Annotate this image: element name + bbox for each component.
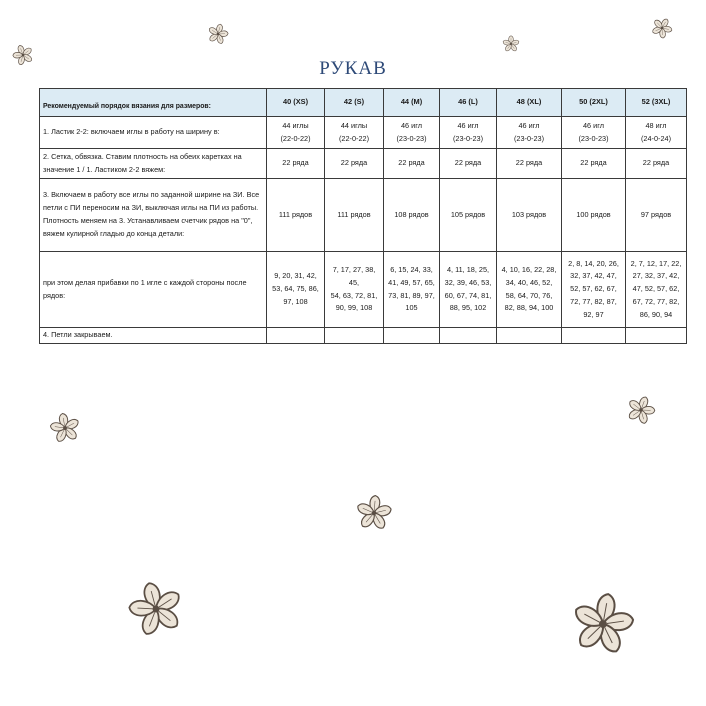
table-row (40, 252, 687, 328)
value-line: 111 рядов (337, 209, 371, 219)
value-line: (22-0-22) (280, 133, 311, 143)
value-line: 105 рядов (450, 209, 486, 219)
value-line: 22 ряда (398, 158, 425, 168)
size-value-cell (626, 117, 687, 149)
value-line: 46 игл (583, 120, 604, 130)
flower-icon (651, 17, 673, 39)
size-value-cell (440, 149, 497, 179)
value-line: 90, 99, 108 (335, 303, 373, 313)
page-title: РУКАВ (319, 58, 387, 79)
value-line: 47, 52, 57, 62, (632, 284, 680, 294)
value-line: 2, 7, 12, 17, 22, (630, 258, 682, 268)
size-value-cell (626, 252, 687, 328)
value-line: 44 иглы (340, 120, 368, 130)
value-line: 9, 20, 31, 42, (274, 271, 317, 281)
value-line: 60, 67, 74, 81, (444, 290, 492, 300)
value-line: (22-0-22) (338, 133, 369, 143)
size-value-cell (626, 328, 687, 344)
size-header: 50 (2XL) (562, 89, 626, 117)
size-value-cell (497, 252, 562, 328)
size-value-cell (267, 252, 325, 328)
value-line: 22 ряда (580, 158, 607, 168)
size-value-cell (562, 179, 626, 252)
size-value-cell (325, 179, 384, 252)
value-line: 92, 97 (583, 309, 604, 319)
size-value-cell (325, 328, 384, 344)
value-line: 86, 90, 94 (639, 309, 673, 319)
flower-icon (49, 412, 81, 444)
value-line: 46 игл (401, 120, 422, 130)
flower-icon (502, 35, 520, 53)
value-line: 97, 108 (283, 296, 308, 306)
size-header: 52 (3XL) (626, 89, 687, 117)
size-value-cell (325, 117, 384, 149)
value-line: 111 рядов (278, 209, 313, 219)
table-row (40, 149, 687, 179)
flower-icon (570, 591, 636, 657)
value-line: 32, 39, 46, 53, (444, 277, 492, 287)
size-value-cell (440, 179, 497, 252)
size-value-cell (440, 252, 497, 328)
size-value-cell (267, 117, 325, 149)
size-value-cell (267, 179, 325, 252)
value-line: 4, 10, 16, 22, 28, (501, 264, 557, 274)
value-line: 54, 63, 72, 81, (330, 290, 378, 300)
header-label: Рекомендуемый порядок вязания для размеров: (40, 89, 267, 117)
value-line: 103 рядов (511, 209, 547, 219)
flower-icon (12, 44, 34, 66)
value-line: 22 ряда (515, 158, 543, 168)
size-header: 48 (XL) (497, 89, 562, 117)
value-line: (23-0-23) (513, 133, 544, 143)
value-line: 2, 8, 14, 20, 26, (568, 258, 619, 268)
value-line: 22 ряда (282, 158, 309, 168)
value-line: 73, 81, 89, 97, (388, 290, 435, 300)
value-line: 52, 57, 62, 67, (570, 284, 617, 294)
size-header: 40 (XS) (267, 89, 325, 117)
size-header: 42 (S) (325, 89, 384, 117)
size-value-cell (325, 149, 384, 179)
size-value-cell (384, 179, 440, 252)
value-line: 4, 11, 18, 25, (446, 264, 490, 274)
value-line: (24-0-24) (640, 133, 671, 143)
size-value-cell (384, 149, 440, 179)
value-line: 34, 40, 46, 52, (505, 277, 553, 287)
size-value-cell (325, 252, 384, 328)
step-description: 2. Сетка, обвязка. Ставим плотность на обеих каретках на значение 1 / 1. Ластиком 2-2 вяжем: (40, 149, 267, 179)
value-line: 97 рядов (640, 209, 672, 219)
table-row (40, 328, 687, 344)
value-line: 53, 64, 75, 86, (272, 284, 319, 294)
value-line: 32, 37, 42, 47, (570, 271, 617, 281)
value-line: 108 рядов (394, 209, 429, 219)
value-line: 6, 15, 24, 33, (390, 264, 433, 274)
size-value-cell (497, 117, 562, 149)
value-line: (23-0-23) (396, 133, 427, 143)
step-description: 1. Ластик 2-2: включаем иглы в работу на ширину в: (40, 117, 267, 149)
size-value-cell (497, 179, 562, 252)
size-value-cell (497, 328, 562, 344)
value-line: 7, 17, 27, 38, 45, (332, 264, 376, 287)
value-line: 46 игл (457, 120, 479, 130)
knitting-pattern-table (39, 88, 687, 344)
value-line: 105 (405, 303, 418, 313)
value-line: 22 ряда (642, 158, 670, 168)
value-line: 48 игл (645, 120, 667, 130)
flower-icon (207, 23, 229, 45)
table-row (40, 179, 687, 252)
size-value-cell (562, 328, 626, 344)
value-line: 58, 64, 70, 76, (505, 290, 553, 300)
value-line: 22 ряда (340, 158, 368, 168)
value-line: 88, 95, 102 (449, 303, 487, 313)
step-description: при этом делая прибавки по 1 игле с каждой стороны после рядов: (40, 252, 267, 328)
flower-icon (355, 494, 393, 532)
size-value-cell (384, 252, 440, 328)
table-header-row (40, 89, 687, 117)
value-line: 82, 88, 94, 100 (504, 303, 554, 313)
size-value-cell (562, 117, 626, 149)
size-value-cell (626, 149, 687, 179)
size-value-cell (626, 179, 687, 252)
value-line: 22 ряда (454, 158, 482, 168)
size-value-cell (384, 328, 440, 344)
value-line: 41, 49, 57, 65, (388, 277, 435, 287)
size-value-cell (440, 328, 497, 344)
size-value-cell (562, 149, 626, 179)
table-row (40, 117, 687, 149)
size-value-cell (440, 117, 497, 149)
size-value-cell (562, 252, 626, 328)
step-description: 3. Включаем в работу все иглы по заданной ширине на ЗИ. Все петли с ПИ переносим на ЗИ, выключая иглы на ПИ из работы. Плотность меняем на 3. Устанавливаем счетчик рядов на "0", вяжем кулирной гладью до конца детали: (40, 179, 267, 252)
step-description: 4. Петли закрываем. (40, 328, 267, 344)
value-line: 67, 72, 77, 82, (632, 296, 680, 306)
size-value-cell (267, 149, 325, 179)
value-line: 46 игл (518, 120, 540, 130)
value-line: (23-0-23) (452, 133, 483, 143)
size-header: 44 (M) (384, 89, 440, 117)
size-header: 46 (L) (440, 89, 497, 117)
value-line: 27, 32, 37, 42, (632, 271, 680, 281)
value-line: (23-0-23) (578, 133, 609, 143)
size-value-cell (384, 117, 440, 149)
flower-icon (127, 580, 185, 638)
value-line: 72, 77, 82, 87, (570, 296, 617, 306)
size-value-cell (497, 149, 562, 179)
value-line: 100 рядов (576, 209, 611, 219)
value-line: 44 иглы (282, 120, 309, 130)
size-value-cell (267, 328, 325, 344)
flower-icon (626, 395, 656, 425)
